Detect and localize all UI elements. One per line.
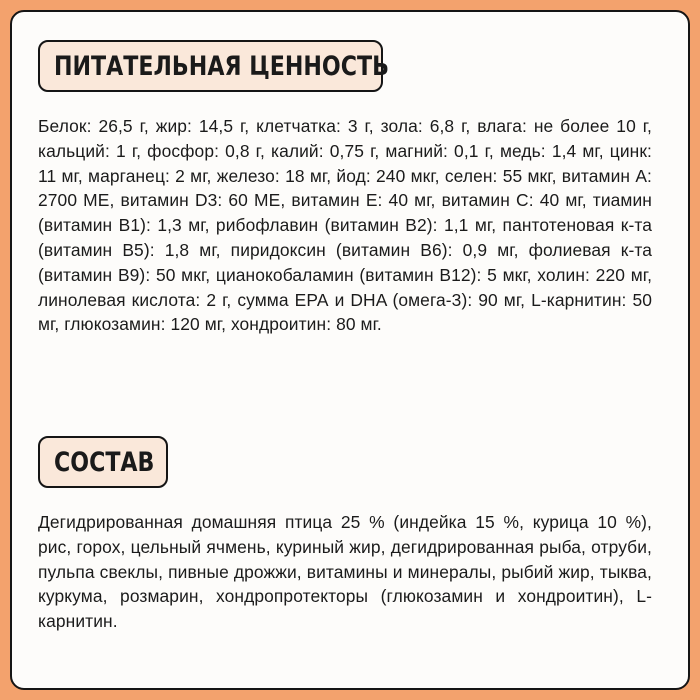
nutrition-heading-box [38,40,389,92]
composition-heading-box [38,436,168,488]
nutrition-heading: ПИТАТЕЛЬНАЯ ЦЕННОСТЬ [54,50,389,82]
info-card [10,10,690,690]
composition-text: Дегидрированная домашняя птица 25 % (индейка 15 %, курица 10 %), рис, горох, цельный ячмень, куриный жир, дегидрированная рыба, отруби, пульпа свеклы, пивные дрожжи, витамины и минералы, рыбий жир, тыква, куркума, розмарин, хондропротекторы (глюкозамин и хондроитин), L-карнитин. [38,512,652,632]
composition-heading: СОСТАВ [54,446,155,478]
nutrition-text: Белок: 26,5 г, жир: 14,5 г, клетчатка: 3 г, зола: 6,8 г, влага: не более 10 г, кальций: 1 г, фосфор: 0,8 г, калий: 0,75 г, магний: 0,1 г, медь: 1,4 мг, цинк: 11 мг, марганец: 2 мг, железо: 18 мг, йод: 240 мкг, селен: 55 мкг, витамин А: 2700 МЕ, витамин D3: 60 МЕ, витамин Е: 40 мг, витамин С: 40 мг, тиамин (витамин В1): 1,3 мг, рибофлавин (витамин В2): 1,1 мг, пантотеновая к-та (витамин В5): 1,8 мг, пиридоксин (витамин В6): 0,9 мг, фолиевая к-та (витамин В9): 50 мкг, цианокобаламин (витамин В12): 5 мкг, холин: 220 мг, линолевая кислота: 2 г, сумма ЕРА и DHA (омега-3): 90 мг, L-карнитин: 50 мг, глюкозамин: 120 мг, хондроитин: 80 мг. [38,116,652,335]
